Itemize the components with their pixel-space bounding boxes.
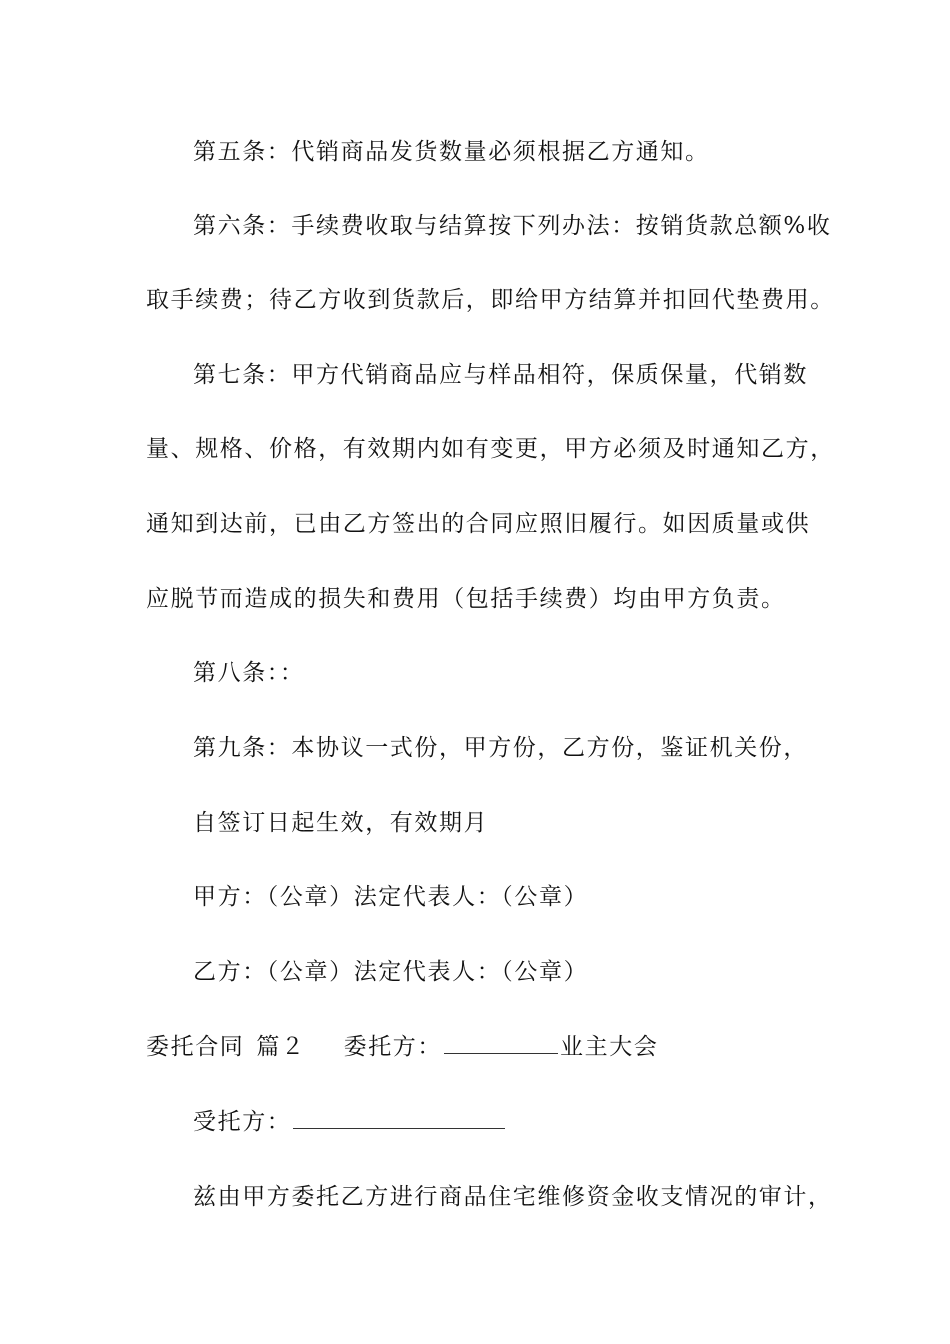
trustee-label: 受托方： [193, 1109, 292, 1135]
article-6-text-line-1: 第六条：手续费收取与结算按下列办法：按销货款总额%收 [193, 213, 832, 239]
article-7-text-line-1: 第七条：甲方代销商品应与样品相符，保质保量，代销数 [193, 362, 808, 388]
article-9-text-line-1: 第九条：本协议一式份，甲方份，乙方份，鉴证机关份， [193, 735, 808, 761]
article-5-text: 第五条：代销商品发货数量必须根据乙方通知。 [193, 139, 710, 165]
article-7-text-line-4: 应脱节而造成的损失和费用（包括手续费）均由甲方负责。 [146, 586, 786, 612]
client-name-blank [444, 1033, 558, 1054]
trustee-line [193, 1107, 507, 1137]
article-9-text-line-2: 自签订日起生效，有效期月 [193, 810, 489, 836]
article-7-text-line-2: 量、规格、价格，有效期内如有变更，甲方必须及时通知乙方， [146, 436, 835, 462]
party-a-signature-line: 甲方：（公章）法定代表人：（公章） [193, 884, 589, 910]
contract-part-label: 篇２ [256, 1034, 306, 1060]
article-7-text-line-3: 通知到达前，已由乙方签出的合同应照旧履行。如因质量或供 [146, 511, 811, 537]
contract-title: 委托合同 [146, 1034, 245, 1060]
party-b-signature-line: 乙方：（公章）法定代表人：（公章） [193, 959, 589, 985]
client-label: 委托方： [343, 1034, 443, 1060]
contract-heading-line [146, 1032, 658, 1062]
article-8-text: 第八条：： [193, 660, 305, 686]
audit-entrust-text: 兹由甲方委托乙方进行商品住宅维修资金收支情况的审计， [193, 1184, 833, 1210]
article-6-text-line-2: 取手续费；待乙方收到货款后，即给甲方结算并扣回代垫费用。 [146, 287, 835, 313]
trustee-name-blank [293, 1108, 505, 1129]
client-name-suffix: 业主大会 [560, 1034, 659, 1060]
